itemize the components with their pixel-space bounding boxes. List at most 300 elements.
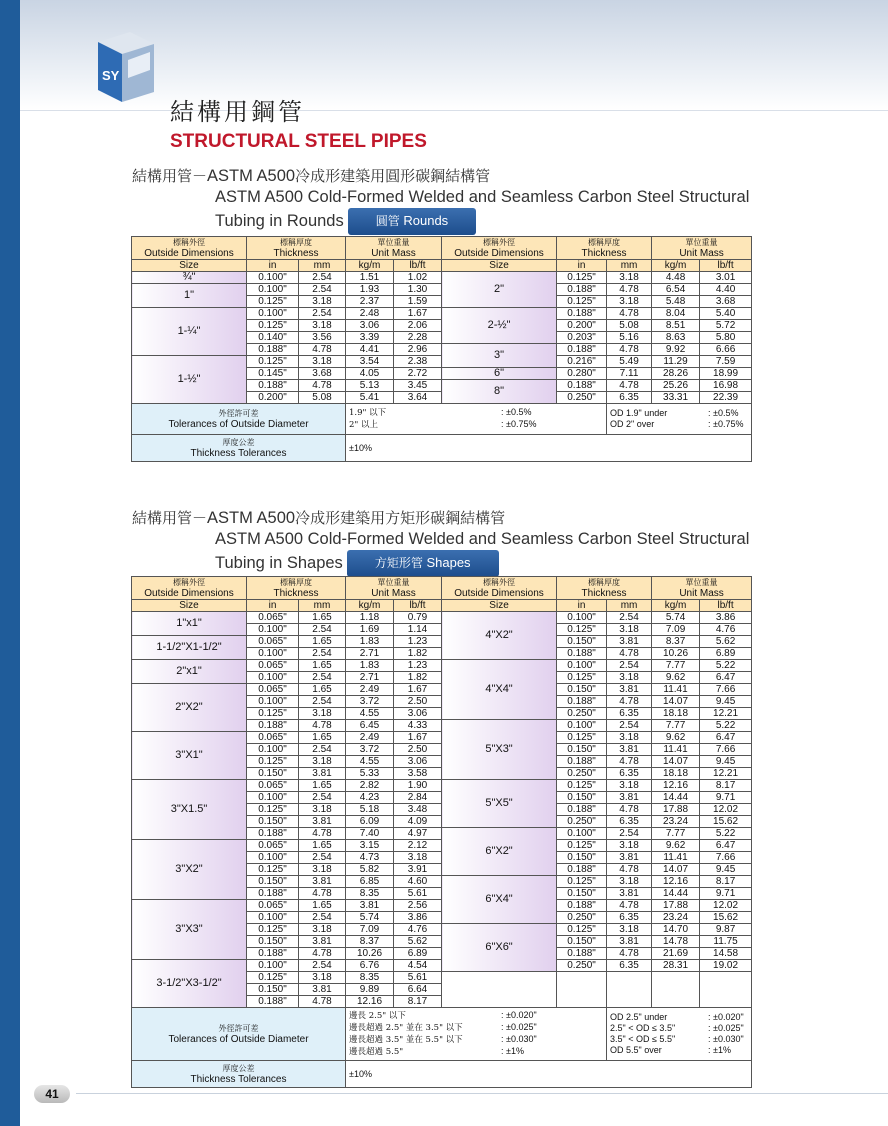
value-cell: 7.66: [700, 852, 752, 864]
value-cell: 0.100": [247, 272, 299, 284]
value-cell: 0.188": [557, 284, 607, 296]
value-cell: 0.125": [557, 876, 607, 888]
value-cell: 2.54: [299, 852, 346, 864]
value-cell: 0.188": [557, 804, 607, 816]
value-cell: 9.45: [700, 864, 752, 876]
value-cell: 2.54: [299, 960, 346, 972]
value-cell: 5.18: [346, 804, 394, 816]
tolerance-line: [610, 1045, 751, 1056]
value-cell: 5.40: [700, 308, 752, 320]
value-cell: 1.93: [346, 284, 394, 296]
tolerance-condition: 2.5" < OD ≤ 3.5": [610, 1023, 676, 1033]
value-cell: 14.07: [652, 756, 700, 768]
size-cell: 2": [442, 272, 557, 308]
od-tolerance-row: [132, 404, 752, 435]
value-cell: 18.18: [652, 708, 700, 720]
value-cell: 3.39: [346, 332, 394, 344]
tolerance-condition: 3.5" < OD ≤ 5.5": [610, 1034, 676, 1044]
value-cell: 5.61: [394, 888, 442, 900]
thickness-tolerance-value: ±10%: [346, 1061, 752, 1088]
header-od-0: [132, 577, 247, 600]
rounds-table: [131, 236, 752, 462]
value-cell: 0.188": [247, 344, 299, 356]
value-cell: 3.18: [299, 296, 346, 308]
value-cell: 2.71: [346, 648, 394, 660]
value-cell: 3.58: [394, 768, 442, 780]
value-cell: 0.100": [247, 648, 299, 660]
value-cell: 4.78: [607, 284, 652, 296]
value-cell: 2.82: [346, 780, 394, 792]
value-cell: 7.66: [700, 744, 752, 756]
value-cell: 8.35: [346, 972, 394, 984]
value-cell: 3.86: [700, 612, 752, 624]
tolerance-line: [349, 419, 606, 431]
tolerance-condition: 邊長超過 3.5" 並在 5.5" 以下: [349, 1035, 463, 1045]
size-cell: 2-½": [442, 308, 557, 344]
value-cell: 0.100": [247, 852, 299, 864]
value-cell: 3.81: [607, 744, 652, 756]
value-cell: 6.35: [607, 960, 652, 972]
value-cell: 25.26: [652, 380, 700, 392]
value-cell: 0.065": [247, 660, 299, 672]
value-cell: 4.78: [299, 380, 346, 392]
size-cell: 2"x1": [132, 660, 247, 684]
divider-line: [20, 110, 888, 111]
value-cell: 12.16: [652, 780, 700, 792]
value-cell: 1.23: [394, 636, 442, 648]
value-cell: 7.66: [700, 684, 752, 696]
value-cell: 1.65: [299, 732, 346, 744]
value-cell: 3.81: [607, 636, 652, 648]
empty-cell: [607, 972, 652, 1008]
value-cell: 3.81: [299, 876, 346, 888]
value-cell: 0.250": [557, 768, 607, 780]
value-cell: 2.56: [394, 900, 442, 912]
value-cell: 0.125": [247, 356, 299, 368]
value-cell: 10.26: [346, 948, 394, 960]
value-cell: 16.98: [700, 380, 752, 392]
value-cell: 0.100": [247, 960, 299, 972]
value-cell: 0.125": [557, 296, 607, 308]
value-cell: 6.35: [607, 816, 652, 828]
value-cell: 11.41: [652, 684, 700, 696]
footer-line: [76, 1093, 888, 1094]
value-cell: 4.09: [394, 816, 442, 828]
value-cell: 0.065": [247, 840, 299, 852]
thickness-tolerance-en: Thickness Tolerances: [190, 1074, 287, 1085]
header-en-label: Unit Mass: [679, 588, 724, 599]
od-tolerance-values-cn: [346, 1008, 607, 1061]
value-cell: 11.41: [652, 744, 700, 756]
value-cell: 2.12: [394, 840, 442, 852]
value-cell: 1.23: [394, 660, 442, 672]
od-tolerance-values-cn: [346, 404, 607, 435]
value-cell: 2.71: [346, 672, 394, 684]
value-cell: 0.150": [557, 684, 607, 696]
value-cell: 2.54: [299, 624, 346, 636]
value-cell: 0.150": [557, 744, 607, 756]
value-cell: 0.250": [557, 912, 607, 924]
header-en-label: Outside Dimensions: [144, 248, 234, 259]
value-cell: 4.33: [394, 720, 442, 732]
value-cell: 12.21: [700, 768, 752, 780]
thickness-tolerance-row: [132, 1061, 752, 1088]
header-en-label: Unit Mass: [371, 588, 416, 599]
value-cell: 11.29: [652, 356, 700, 368]
value-cell: 4.41: [346, 344, 394, 356]
value-cell: 7.77: [652, 828, 700, 840]
value-cell: 0.125": [557, 840, 607, 852]
value-cell: 12.16: [652, 876, 700, 888]
value-cell: 19.02: [700, 960, 752, 972]
value-cell: 4.76: [394, 924, 442, 936]
rounds-badge: 圓管 Rounds: [348, 208, 476, 235]
value-cell: 3.64: [394, 392, 442, 404]
subheader-in: in: [247, 260, 299, 272]
rounds-section-title: 結構用管－ASTM A500冷成形建築用圓形碳鋼結構管 ASTM A500 Cold-Formed Welded and Seamless Carbon Steel Structural Tubing in Rounds 圓管 Rounds: [132, 166, 749, 235]
value-cell: 14.58: [700, 948, 752, 960]
header-um-5: [652, 577, 752, 600]
value-cell: 0.065": [247, 780, 299, 792]
value-cell: 8.37: [346, 936, 394, 948]
value-cell: 3.91: [394, 864, 442, 876]
value-cell: 5.62: [700, 636, 752, 648]
value-cell: 3.81: [299, 984, 346, 996]
header-en-label: Thickness: [581, 588, 627, 599]
value-cell: 9.71: [700, 888, 752, 900]
value-cell: 6.35: [607, 392, 652, 404]
value-cell: 5.72: [700, 320, 752, 332]
value-cell: 0.065": [247, 612, 299, 624]
value-cell: 0.065": [247, 732, 299, 744]
value-cell: 17.88: [652, 900, 700, 912]
value-cell: 0.100": [557, 828, 607, 840]
value-cell: 4.97: [394, 828, 442, 840]
thickness-tolerance-label: [132, 1061, 346, 1088]
header-en-label: Outside Dimensions: [454, 588, 544, 599]
od-tolerance-en: Tolerances of Outside Diameter: [168, 419, 309, 430]
value-cell: 14.07: [652, 864, 700, 876]
size-cell: 2"X2": [132, 684, 247, 732]
value-cell: 0.188": [247, 828, 299, 840]
value-cell: 0.065": [247, 636, 299, 648]
header-en-label: Thickness: [273, 248, 319, 259]
value-cell: 8.51: [652, 320, 700, 332]
value-cell: 3.54: [346, 356, 394, 368]
value-cell: 4.23: [346, 792, 394, 804]
value-cell: 9.62: [652, 840, 700, 852]
value-cell: 4.78: [299, 996, 346, 1008]
value-cell: 5.33: [346, 768, 394, 780]
tolerance-condition: OD 5.5" over: [610, 1045, 662, 1055]
value-cell: 6.35: [607, 768, 652, 780]
value-cell: 23.24: [652, 816, 700, 828]
value-cell: 7.59: [700, 356, 752, 368]
value-cell: 0.125": [557, 732, 607, 744]
value-cell: 9.62: [652, 732, 700, 744]
size-cell: 8": [442, 380, 557, 404]
value-cell: 6.47: [700, 732, 752, 744]
tolerance-value: : ±1%: [708, 1045, 731, 1055]
value-cell: 6.66: [700, 344, 752, 356]
value-cell: 0.100": [557, 720, 607, 732]
tolerance-line: [610, 1012, 751, 1023]
tolerance-line: [610, 408, 751, 419]
header-um-2: [346, 237, 442, 260]
shapes-table: [131, 576, 752, 1088]
value-cell: 4.78: [607, 648, 652, 660]
tolerance-value: : ±0.030": [501, 1034, 537, 1044]
value-cell: 3.81: [299, 768, 346, 780]
size-cell: 6"X4": [442, 876, 557, 924]
value-cell: 7.09: [346, 924, 394, 936]
value-cell: 18.99: [700, 368, 752, 380]
tolerance-condition: 2" 以上: [349, 420, 379, 430]
subheader-kgm: kg/m: [346, 260, 394, 272]
value-cell: 5.16: [607, 332, 652, 344]
value-cell: 5.74: [652, 612, 700, 624]
value-cell: 3.18: [607, 924, 652, 936]
value-cell: 4.78: [607, 308, 652, 320]
value-cell: 2.54: [607, 720, 652, 732]
value-cell: 1.65: [299, 660, 346, 672]
value-cell: 1.83: [346, 636, 394, 648]
size-cell: 5"X3": [442, 720, 557, 780]
value-cell: 9.45: [700, 696, 752, 708]
value-cell: 0.125": [247, 708, 299, 720]
value-cell: 4.55: [346, 708, 394, 720]
tolerance-condition: OD 2" over: [610, 419, 655, 429]
value-cell: 0.125": [557, 624, 607, 636]
value-cell: 0.150": [557, 792, 607, 804]
value-cell: 6.64: [394, 984, 442, 996]
value-cell: 2.50: [394, 696, 442, 708]
value-cell: 2.37: [346, 296, 394, 308]
header-cn-label: 標稱厚度: [280, 578, 312, 587]
value-cell: 33.31: [652, 392, 700, 404]
od-tolerance-values-en: [607, 1008, 752, 1061]
value-cell: 0.125": [557, 924, 607, 936]
value-cell: 5.80: [700, 332, 752, 344]
value-cell: 3.81: [299, 816, 346, 828]
table-row: [132, 272, 752, 284]
subheader-lbft: lb/ft: [394, 260, 442, 272]
value-cell: 7.11: [607, 368, 652, 380]
value-cell: 0.200": [247, 392, 299, 404]
value-cell: 14.44: [652, 888, 700, 900]
value-cell: 0.100": [247, 672, 299, 684]
value-cell: 5.22: [700, 828, 752, 840]
value-cell: 1.59: [394, 296, 442, 308]
value-cell: 3.18: [607, 672, 652, 684]
value-cell: 3.18: [299, 972, 346, 984]
value-cell: 0.188": [557, 380, 607, 392]
value-cell: 0.125": [557, 672, 607, 684]
subheader-kgm: kg/m: [346, 600, 394, 612]
tolerance-condition: 1.9" 以下: [349, 408, 387, 418]
value-cell: 0.150": [557, 936, 607, 948]
value-cell: 3.15: [346, 840, 394, 852]
value-cell: 0.125": [247, 972, 299, 984]
od-tolerance-label: [132, 404, 346, 435]
empty-cell: [700, 972, 752, 1008]
table-row: [132, 612, 752, 624]
value-cell: 2.54: [299, 744, 346, 756]
value-cell: 0.250": [557, 708, 607, 720]
value-cell: 8.63: [652, 332, 700, 344]
thickness-tolerance-cn: 厚度公差: [222, 1064, 255, 1073]
value-cell: 0.065": [247, 900, 299, 912]
value-cell: 1.02: [394, 272, 442, 284]
value-cell: 5.22: [700, 720, 752, 732]
value-cell: 2.54: [299, 308, 346, 320]
value-cell: 5.61: [394, 972, 442, 984]
header-cn-label: 標稱外徑: [173, 238, 205, 247]
value-cell: 4.78: [607, 864, 652, 876]
value-cell: 3.81: [607, 888, 652, 900]
value-cell: 2.49: [346, 684, 394, 696]
svg-text:SY: SY: [102, 68, 120, 83]
header-cn-label: 標稱外徑: [483, 238, 516, 247]
tolerance-value: : ±0.5%: [708, 408, 739, 418]
value-cell: 15.62: [700, 912, 752, 924]
value-cell: 0.188": [557, 948, 607, 960]
value-cell: 0.125": [247, 320, 299, 332]
tolerance-line: [610, 1023, 751, 1034]
subheader-mm: mm: [607, 260, 652, 272]
value-cell: 8.17: [700, 780, 752, 792]
value-cell: 0.150": [557, 852, 607, 864]
value-cell: 0.188": [557, 344, 607, 356]
value-cell: 3.81: [346, 900, 394, 912]
value-cell: 1.18: [346, 612, 394, 624]
value-cell: 3.18: [607, 780, 652, 792]
value-cell: 7.40: [346, 828, 394, 840]
value-cell: 0.188": [557, 308, 607, 320]
tolerance-condition: OD 1.9" under: [610, 408, 668, 418]
thickness-tolerance-en: Thickness Tolerances: [190, 448, 287, 459]
value-cell: 5.49: [607, 356, 652, 368]
value-cell: 2.54: [299, 284, 346, 296]
value-cell: 3.18: [299, 756, 346, 768]
value-cell: 0.100": [557, 660, 607, 672]
value-cell: 6.47: [700, 672, 752, 684]
value-cell: 1.65: [299, 840, 346, 852]
value-cell: 0.188": [247, 996, 299, 1008]
value-cell: 3.18: [607, 272, 652, 284]
shapes-section-title: 結構用管－ASTM A500冷成形建築用方矩形碳鋼結構管 ASTM A500 Cold-Formed Welded and Seamless Carbon Steel Structural Tubing in Shapes 方矩形管 Shapes: [132, 508, 749, 577]
tolerance-condition: 邊長超過 2.5" 並在 3.5" 以下: [349, 1023, 463, 1033]
value-cell: 2.38: [394, 356, 442, 368]
header-en-label: Unit Mass: [679, 248, 724, 259]
value-cell: 2.54: [299, 696, 346, 708]
tolerance-value: : ±0.025": [708, 1023, 744, 1033]
value-cell: 0.140": [247, 332, 299, 344]
value-cell: 3.18: [299, 804, 346, 816]
value-cell: 2.48: [346, 308, 394, 320]
value-cell: 3.18: [299, 708, 346, 720]
value-cell: 3.86: [394, 912, 442, 924]
value-cell: 3.18: [607, 624, 652, 636]
value-cell: 3.81: [607, 792, 652, 804]
value-cell: 0.145": [247, 368, 299, 380]
value-cell: 3.18: [299, 356, 346, 368]
value-cell: 10.26: [652, 648, 700, 660]
value-cell: 9.92: [652, 344, 700, 356]
value-cell: 6.76: [346, 960, 394, 972]
value-cell: 0.188": [247, 948, 299, 960]
value-cell: 0.150": [247, 816, 299, 828]
value-cell: 28.26: [652, 368, 700, 380]
value-cell: 9.89: [346, 984, 394, 996]
table-row: [132, 780, 752, 792]
header-cn-label: 標稱外徑: [173, 578, 205, 587]
subheader-lbft: lb/ft: [394, 600, 442, 612]
header-cn-label: 單位重量: [377, 578, 410, 587]
subheader-in: in: [247, 600, 299, 612]
value-cell: 11.41: [652, 852, 700, 864]
value-cell: 0.200": [557, 320, 607, 332]
subheader-size: Size: [442, 600, 557, 612]
size-cell: 1-½": [132, 356, 247, 404]
header-cn-label: 標稱外徑: [483, 578, 516, 587]
value-cell: 0.125": [247, 756, 299, 768]
tolerance-line: [610, 1034, 751, 1045]
value-cell: 3.18: [299, 864, 346, 876]
value-cell: 5.13: [346, 380, 394, 392]
value-cell: 4.78: [607, 948, 652, 960]
value-cell: 0.150": [557, 636, 607, 648]
value-cell: 4.78: [607, 804, 652, 816]
tolerance-line: [349, 1046, 606, 1058]
header-cn-label: 單位重量: [377, 238, 410, 247]
value-cell: 0.125": [247, 804, 299, 816]
value-cell: 3.06: [394, 756, 442, 768]
value-cell: 5.74: [346, 912, 394, 924]
value-cell: 4.78: [607, 756, 652, 768]
value-cell: 0.188": [557, 864, 607, 876]
od-tolerance-row: [132, 1008, 752, 1061]
value-cell: 1.65: [299, 900, 346, 912]
value-cell: 2.54: [299, 272, 346, 284]
value-cell: 2.06: [394, 320, 442, 332]
value-cell: 2.54: [299, 648, 346, 660]
od-tolerance-label: [132, 1008, 346, 1061]
value-cell: 0.100": [557, 612, 607, 624]
empty-cell: [442, 972, 557, 1008]
header-cn-label: 標稱厚度: [588, 578, 621, 587]
value-cell: 3.18: [394, 852, 442, 864]
value-cell: 4.60: [394, 876, 442, 888]
size-cell: 1": [132, 284, 247, 308]
value-cell: 2.54: [607, 828, 652, 840]
tolerance-line: [349, 1010, 606, 1022]
value-cell: 12.16: [346, 996, 394, 1008]
size-cell: 3"X1": [132, 732, 247, 780]
value-cell: 2.84: [394, 792, 442, 804]
tolerance-value: : ±0.5%: [501, 407, 532, 417]
od-tolerance-cn: 外徑許可差: [218, 1024, 259, 1033]
thickness-tolerance-row: [132, 435, 752, 462]
value-cell: 0.250": [557, 392, 607, 404]
header-th-4: [557, 237, 652, 260]
value-cell: 0.188": [557, 756, 607, 768]
value-cell: 1.90: [394, 780, 442, 792]
value-cell: 6.54: [652, 284, 700, 296]
value-cell: 0.100": [247, 624, 299, 636]
tolerance-value: : ±0.75%: [708, 419, 744, 429]
value-cell: 3.01: [700, 272, 752, 284]
